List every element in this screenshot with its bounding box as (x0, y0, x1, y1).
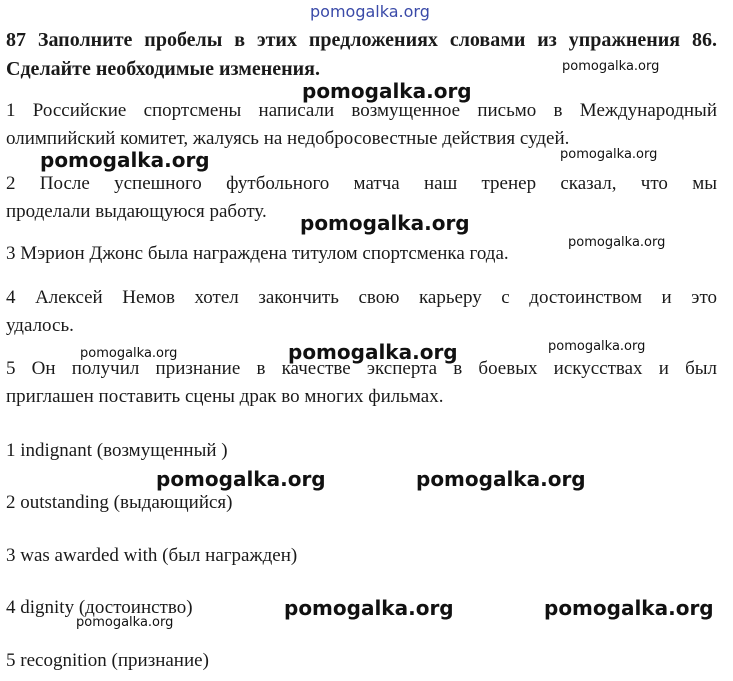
watermark-text: pomogalka.org (544, 596, 714, 620)
watermark-text: pomogalka.org (40, 148, 210, 172)
sentence-1-line-1: 1 Российские спортсмены написали возмущенное письмо в Международный (6, 100, 717, 121)
watermark-text: pomogalka.org (300, 211, 470, 235)
answer-5: 5 recognition (признание) (6, 650, 209, 671)
watermark-text: pomogalka.org (288, 340, 458, 364)
answer-1: 1 indignant (возмущенный ) (6, 440, 228, 461)
watermark-text: pomogalka.org (568, 235, 666, 250)
sentence-2-line-2: проделали выдающуюся работу. (6, 201, 267, 222)
watermark-text: pomogalka.org (548, 339, 646, 354)
watermark-text: pomogalka.org (562, 59, 660, 74)
sentence-3: 3 Мэрион Джонс была награждена титулом спортсменка года. (6, 243, 509, 264)
sentence-2-line-1: 2 После успешного футбольного матча наш тренер сказал, что мы (6, 173, 717, 194)
sentence-5-line-2: приглашен поставить сцены драк во многих фильмах. (6, 386, 444, 407)
watermark-text: pomogalka.org (80, 346, 178, 361)
sentence-1-line-2: олимпийский комитет, жалуясь на недобросовестные действия судей. (6, 128, 570, 149)
watermark-text: pomogalka.org (284, 596, 454, 620)
watermark-text: pomogalka.org (416, 467, 586, 491)
answer-4: 4 dignity (достоинство) (6, 597, 193, 618)
answer-3: 3 was awarded with (был награжден) (6, 545, 298, 566)
watermark-text: pomogalka.org (156, 467, 326, 491)
watermark-text: pomogalka.org (560, 147, 658, 162)
sentence-4-line-1: 4 Алексей Немов хотел закончить свою карьеру с достоинством и это (6, 287, 717, 308)
sentence-5-line-1: 5 Он получил признание в качестве эксперта в боевых искусствах и был (6, 358, 717, 379)
sentence-4-line-2: удалось. (6, 315, 74, 336)
exercise-heading: 87 Заполните пробелы в этих предложениях словами из упражнения 86. (6, 29, 717, 51)
watermark-logo: pomogalka.org (310, 2, 430, 21)
exercise-instruction: Сделайте необходимые изменения. (6, 58, 320, 80)
watermark-text: pomogalka.org (76, 615, 174, 630)
answer-2: 2 outstanding (выдающийся) (6, 492, 233, 513)
watermark-text: pomogalka.org (302, 79, 472, 103)
